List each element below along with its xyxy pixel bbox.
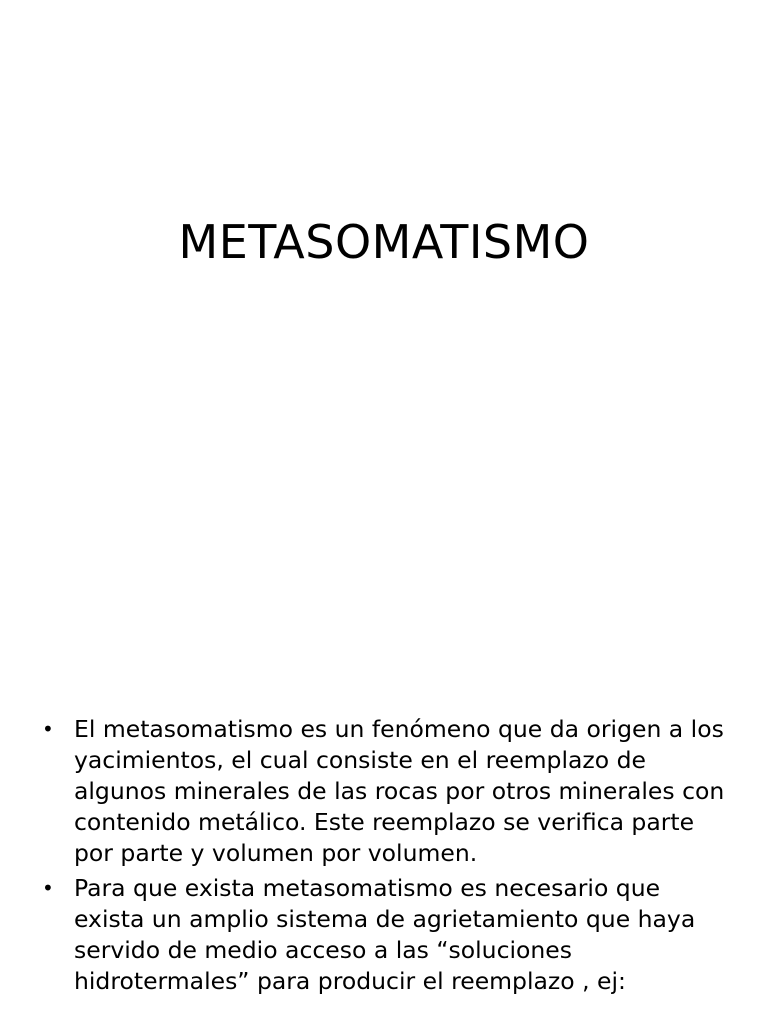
- list-item: [42, 873, 732, 997]
- bullet-text: El metasomatismo es un fenómeno que da origen a los yacimientos, el cual consiste en el reemplazo de algunos minerales de las rocas por otros minerales con contenido metálico. Este reemplazo se verifica parte por parte y volumen por volumen.: [74, 715, 725, 867]
- bullet-icon: •: [42, 717, 54, 741]
- bullet-list: [42, 714, 732, 1001]
- list-item: [42, 714, 732, 869]
- bullet-text: Para que exista metasomatismo es necesario que exista un amplio sistema de agrietamiento que haya servido de medio acceso a las “soluciones hidrotermales” para producir el reemplazo , ej:: [74, 874, 696, 995]
- slide-title: METASOMATISMO: [178, 215, 590, 269]
- bullet-icon: •: [42, 876, 54, 900]
